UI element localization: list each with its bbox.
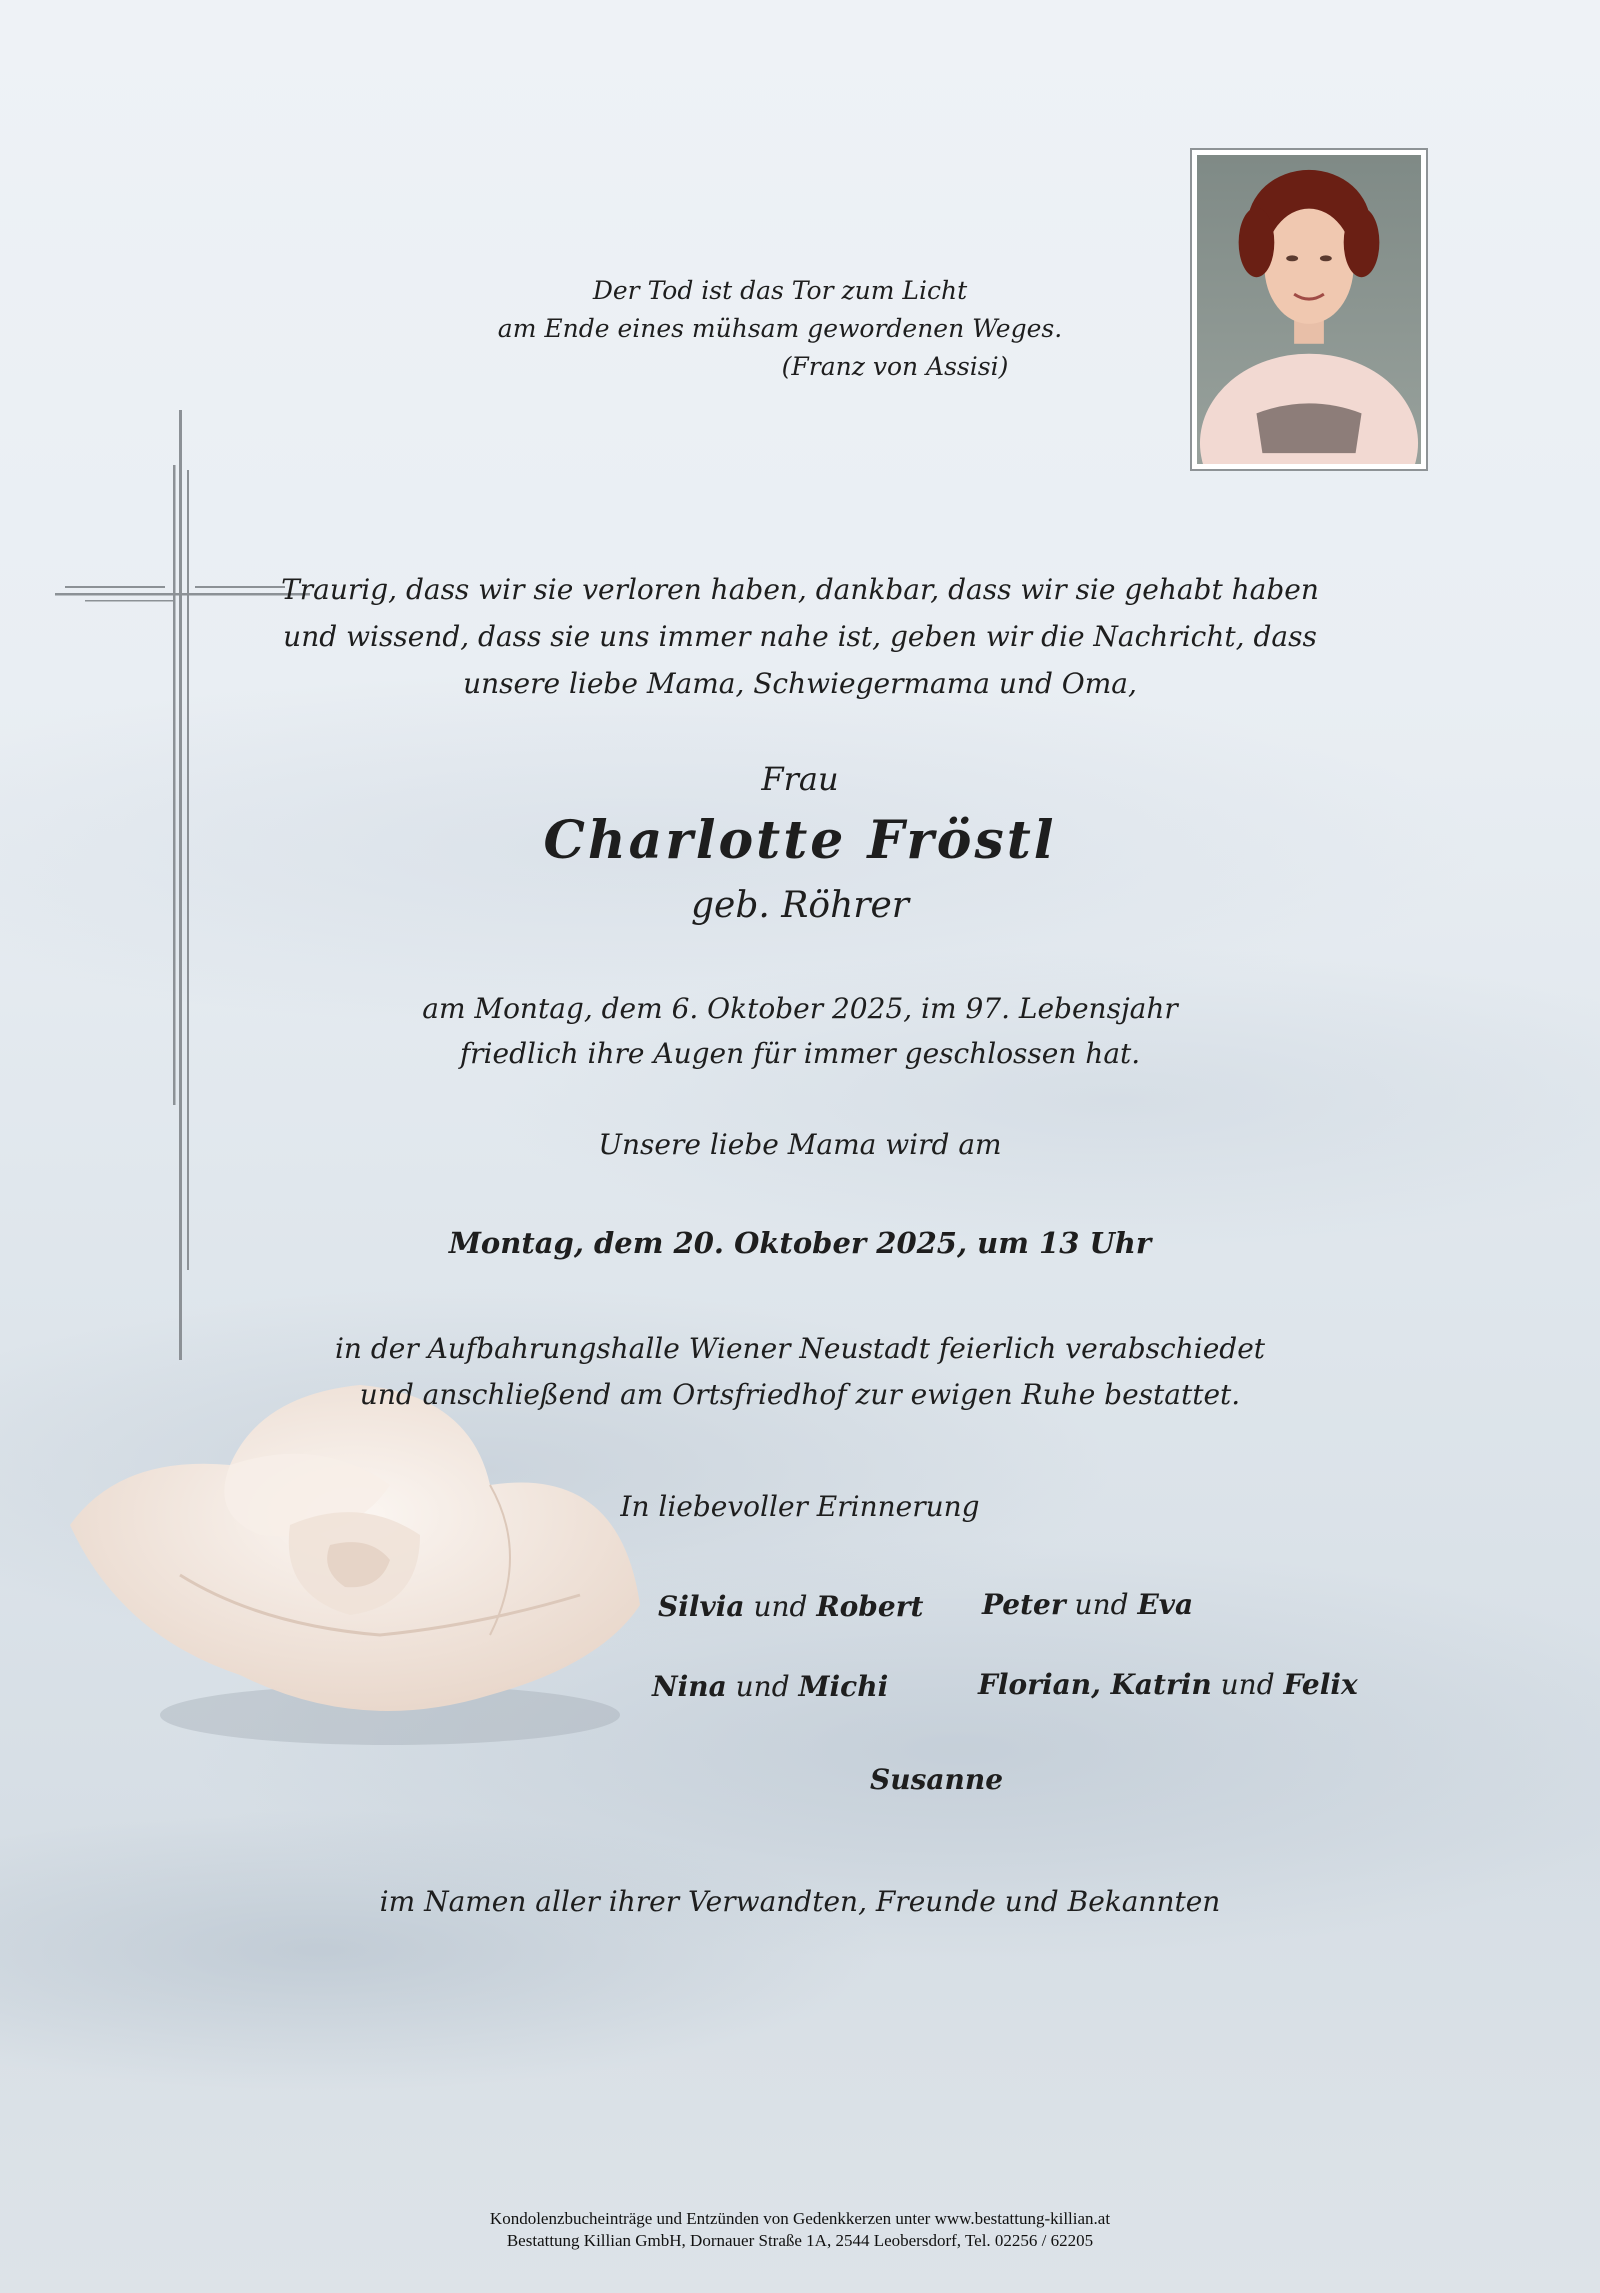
connector: und	[1074, 1588, 1129, 1621]
deceased-name: Charlotte Fröstl	[543, 810, 1057, 871]
portrait-photo	[1190, 148, 1428, 471]
intro-line-3: unsere liebe Mama, Schwiegermama und Oma,	[463, 667, 1137, 700]
intro-line-2: und wissend, dass sie uns immer nahe ist, geben wir die Nachricht, dass	[283, 620, 1317, 653]
connector: und	[753, 1590, 808, 1623]
connector: und	[1220, 1668, 1275, 1701]
mourner-single	[870, 1763, 1003, 1796]
ceremony-line-2: und anschließend am Ortsfriedhof zur ewigen Ruhe bestattet.	[359, 1378, 1241, 1411]
ceremony-line-1: in der Aufbahrungshalle Wiener Neustadt feierlich verabschiedet	[334, 1332, 1266, 1365]
closing-text: im Namen aller ihrer Verwandten, Freunde und Bekannten	[379, 1885, 1221, 1918]
quote-line-1: Der Tod ist das Tor zum Licht	[592, 276, 968, 305]
mourner-pair-1	[658, 1590, 923, 1623]
mourner-name: Robert	[816, 1590, 924, 1623]
salutation: Frau	[761, 760, 839, 798]
ceremony-text	[0, 1326, 1600, 1418]
mourner-name: Eva	[1137, 1588, 1194, 1621]
funeral-date: Montag, dem 20. Oktober 2025, um 13 Uhr	[448, 1226, 1152, 1260]
rose-icon	[60, 1375, 660, 1755]
mourner-name: Michi	[798, 1670, 889, 1703]
intro-line-1: Traurig, dass wir sie verloren haben, dankbar, dass wir sie gehabt haben	[281, 573, 1319, 606]
mourner-name: Felix	[1283, 1668, 1358, 1701]
intro-text	[0, 566, 1600, 707]
mourner-name: Peter	[982, 1588, 1066, 1621]
mourner-name: Nina	[652, 1670, 727, 1703]
quote-block	[470, 272, 1090, 386]
death-notice	[0, 986, 1600, 1076]
portrait-image	[1197, 155, 1421, 464]
maiden-name: geb. Röhrer	[691, 885, 909, 926]
funeral-announce: Unsere liebe Mama wird am	[598, 1128, 1002, 1161]
death-line-1: am Montag, dem 6. Oktober 2025, im 97. Lebensjahr	[422, 992, 1178, 1025]
mourner-name: Florian, Katrin	[978, 1668, 1212, 1701]
mourner-name: Susanne	[870, 1763, 1004, 1796]
mourner-pair-4	[978, 1668, 1358, 1701]
mourner-pair-3	[652, 1670, 888, 1703]
quote-line-2: am Ende eines mühsam gewordenen Weges.	[497, 314, 1063, 343]
footer-line-2: Bestattung Killian GmbH, Dornauer Straße 1A, 2544 Leobersdorf, Tel. 02256 / 62205	[506, 2231, 1094, 2250]
footer-line-1: Kondolenzbucheinträge und Entzünden von Gedenkkerzen unter www.bestattung-killian.at	[489, 2209, 1111, 2228]
quote-author: (Franz von Assisi)	[781, 352, 1009, 381]
mourner-pair-2	[982, 1588, 1193, 1621]
death-line-2: friedlich ihre Augen für immer geschlossen hat.	[459, 1037, 1141, 1070]
connector: und	[735, 1670, 790, 1703]
memory-heading: In liebevoller Erinnerung	[620, 1490, 980, 1523]
mourner-name: Silvia	[658, 1590, 745, 1623]
footer	[0, 2208, 1600, 2252]
